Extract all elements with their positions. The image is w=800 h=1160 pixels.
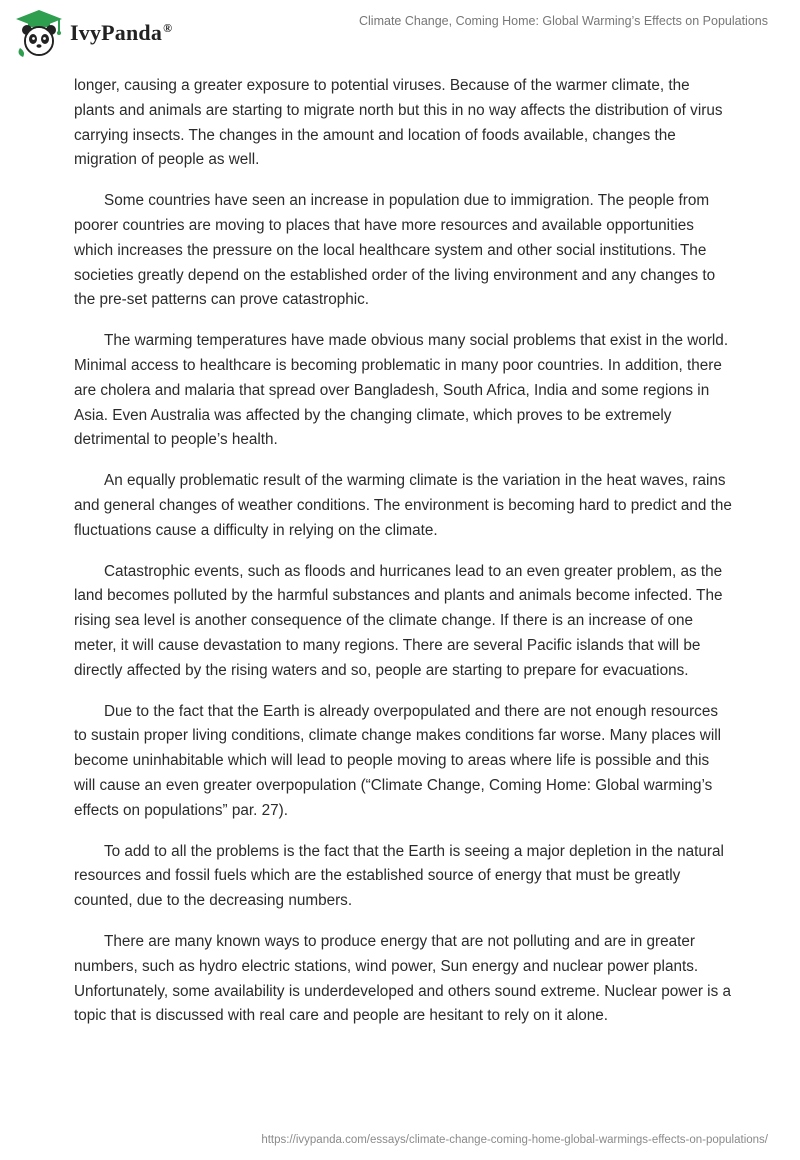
paragraph: There are many known ways to produce energy that are not polluting and are in greater numbers, such as hydro electric stations, wind power, Sun energy and nuclear power plants. Unfortunately, some availability is underdeveloped and others sound extreme. Nuclear power is a topic that is discussed with real care and people are hesitant to rely on it alone. [74, 932, 731, 1025]
registered-mark: ® [163, 20, 173, 35]
paragraph: An equally problematic result of the warming climate is the variation in the heat waves, rains and general changes of weather conditions. The environment is becoming hard to predict and the fluctuations cause a difficulty in relying on the climate. [74, 472, 732, 539]
essay-body [74, 74, 734, 1045]
paragraph: Some countries have seen an increase in population due to immigration. The people from poorer countries are moving to places that have more resources and available opportunities which increases the pressure on the local healthcare system and other social institutions. The societies greatly depend on the established order of the living environment and any changes to the pre-set patterns can prove catastrophic. [74, 192, 716, 309]
source-url[interactable]: https://ivypanda.com/essays/climate-change-coming-home-global-warmings-effects-on-populations/ [261, 1134, 768, 1146]
paragraph: To add to all the problems is the fact that the Earth is seeing a major depletion in the natural resources and fossil fuels which are the established source of energy that must be greatly counted, due to the decreasing numbers. [74, 842, 724, 910]
ivypanda-logo[interactable] [14, 8, 172, 58]
document-title: Climate Change, Coming Home: Global Warming’s Effects on Populations [359, 14, 768, 28]
page-header [0, 0, 800, 70]
brand-name: IvyPanda® [70, 20, 173, 45]
paragraph: longer, causing a greater exposure to potential viruses. Because of the warmer climate, the plants and animals are starting to migrate north but this in no way affects the distribution of virus carrying insects. The changes in the amount and location of foods available, changes the migration of people as well. [74, 77, 723, 169]
paragraph: Catastrophic events, such as floods and hurricanes lead to an even greater problem, as the land becomes polluted by the harmful substances and plants and animals become infected. The rising sea level is another consequence of the climate change. If there is an increase of one meter, it will cause devastation to many regions. There are several Pacific islands that will be directly affected by the rising waters and so, people are starting to prepare for evacuations. [74, 562, 723, 679]
paragraph: Due to the fact that the Earth is already overpopulated and there are not enough resources to sustain proper living conditions, climate change makes conditions far worse. Many places will become uninhabitable which will lead to people moving to areas where life is possible and this will cause an even greater overpopulation (“Climate Change, Coming Home: Global warming’s effects on populations” par. 27). [74, 702, 722, 819]
panda-graduate-icon [14, 8, 64, 58]
paragraph: The warming temperatures have made obvious many social problems that exist in the world. Minimal access to healthcare is becoming problematic in many poor countries. In addition, there are cholera and malaria that spread over Bangladesh, South Africa, India and some regions in Asia. Even Australia was affected by the changing climate, which proves to be extremely detrimental to people’s health. [74, 332, 729, 449]
